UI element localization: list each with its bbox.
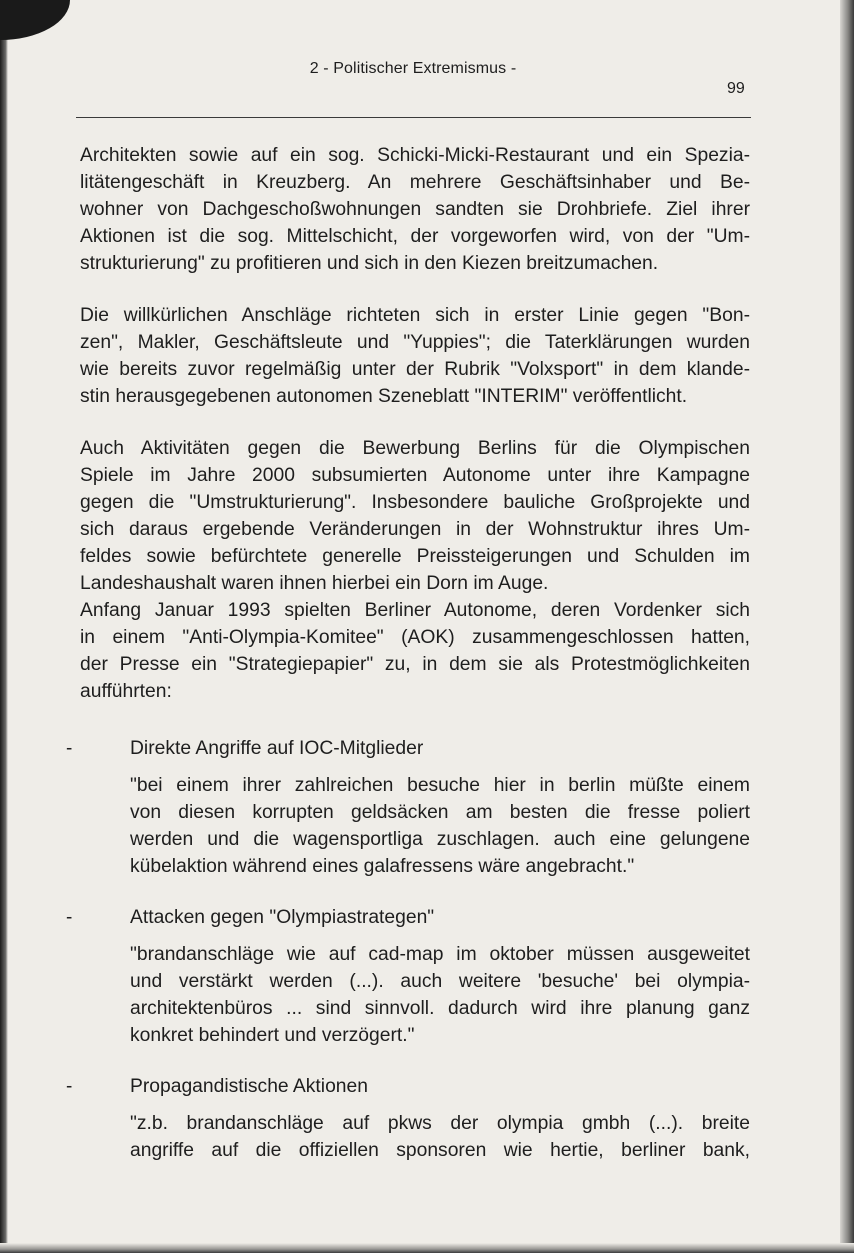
list-item-title: Propagandistische Aktionen [130, 1076, 368, 1097]
protest-list [66, 735, 750, 1164]
text-line: und verstärkt werden (...). auch weitere 'besuche' bei olympia- [130, 971, 750, 992]
paragraph-architekten [80, 142, 750, 277]
text-line: Die willkürlichen Anschläge richteten sich in erster Linie gegen "Bon- [80, 305, 750, 326]
page-number: 99 [727, 80, 745, 97]
text-line: von diesen korrupten geldsäcken am besten die fresse poliert [130, 802, 750, 823]
text-line: "z.b. brandanschläge auf pkws der olympia gmbh (...). breite [130, 1113, 750, 1134]
list-item-title: Attacken gegen "Olympiastrategen" [130, 907, 435, 928]
text-line: Spiele im Jahre 2000 subsumierten Autonome unter ihre Kampagne [80, 465, 750, 486]
header-rule [76, 117, 751, 118]
text-line: Architekten sowie auf ein sog. Schicki-Micki-Restaurant und ein Spezia- [80, 145, 750, 166]
text-line: gegen die "Umstrukturierung". Insbesondere bauliche Großprojekte und [80, 492, 750, 513]
text-line: in einem "Anti-Olympia-Komitee" (AOK) zusammengeschlossen hatten, [80, 627, 750, 648]
text-line: Auch Aktivitäten gegen die Bewerbung Berlins für die Olympischen [80, 438, 750, 459]
list-bullet: - [66, 1076, 73, 1097]
text-line: sich daraus ergebende Veränderungen in der Wohnstruktur ihres Um- [80, 519, 750, 540]
list-item-title: Direkte Angriffe auf IOC-Mitglieder [130, 738, 424, 759]
list-item-quote [130, 941, 750, 1049]
paragraph-anschlaege [80, 302, 750, 410]
text-line: konkret behindert und verzögert." [130, 1025, 415, 1046]
text-line: wohner von Dachgeschoßwohnungen sandten sie Drohbriefe. Ziel ihrer [80, 199, 750, 220]
list-item-quote [130, 1110, 750, 1164]
text-line: feldes sowie befürchtete generelle Preissteigerungen und Schulden im [80, 546, 750, 567]
text-line: Aktionen ist die sog. Mittelschicht, der vorgeworfen wird, von der "Um- [80, 226, 750, 247]
text-line: litätengeschäft in Kreuzberg. An mehrere Geschäftsinhaber und Be- [80, 172, 750, 193]
list-bullet: - [66, 907, 73, 928]
text-line: werden und die wagensportliga zuschlagen. auch eine gelungene [130, 829, 750, 850]
text-line: architektenbüros ... sind sinnvoll. dadurch wird ihre planung ganz [130, 998, 750, 1019]
text-line: aufführten: [80, 681, 172, 702]
text-line: angriffe auf die offiziellen sponsoren wie hertie, berliner bank, [130, 1140, 750, 1161]
text-line: stin herausgegebenen autonomen Szeneblatt "INTERIM" veröffentlicht. [80, 386, 688, 407]
list-item [66, 904, 750, 1049]
list-item-quote [130, 772, 750, 880]
text-line: "bei einem ihrer zahlreichen besuche hier in berlin müßte einem [130, 775, 750, 796]
list-item [66, 1073, 750, 1164]
text-line: "brandanschläge wie auf cad-map im oktober müssen ausgeweitet [130, 944, 750, 965]
paragraph-olympia [80, 435, 750, 597]
text-line: zen", Makler, Geschäftsleute und "Yuppies"; die Taterklärungen wurden [80, 332, 750, 353]
text-line: kübelaktion während eines galafressens wäre angebracht." [130, 856, 635, 877]
text-line: wie bereits zuvor regelmäßig unter der Rubrik "Volxsport" in dem klande- [80, 359, 750, 380]
body-text [66, 142, 750, 1188]
text-line: strukturierung" zu profitieren und sich in den Kiezen breitzumachen. [80, 253, 659, 274]
list-item [66, 735, 750, 880]
text-line: Anfang Januar 1993 spielten Berliner Autonome, deren Vordenker sich [80, 600, 750, 621]
text-line: Landeshaushalt waren ihnen hierbei ein Dorn im Auge. [80, 573, 549, 594]
text-line: der Presse ein "Strategiepapier" zu, in dem sie als Protestmöglichkeiten [80, 654, 750, 675]
running-head: 2 - Politischer Extremismus - [309, 60, 517, 77]
list-bullet: - [66, 738, 73, 759]
paragraph-aok [80, 597, 750, 705]
